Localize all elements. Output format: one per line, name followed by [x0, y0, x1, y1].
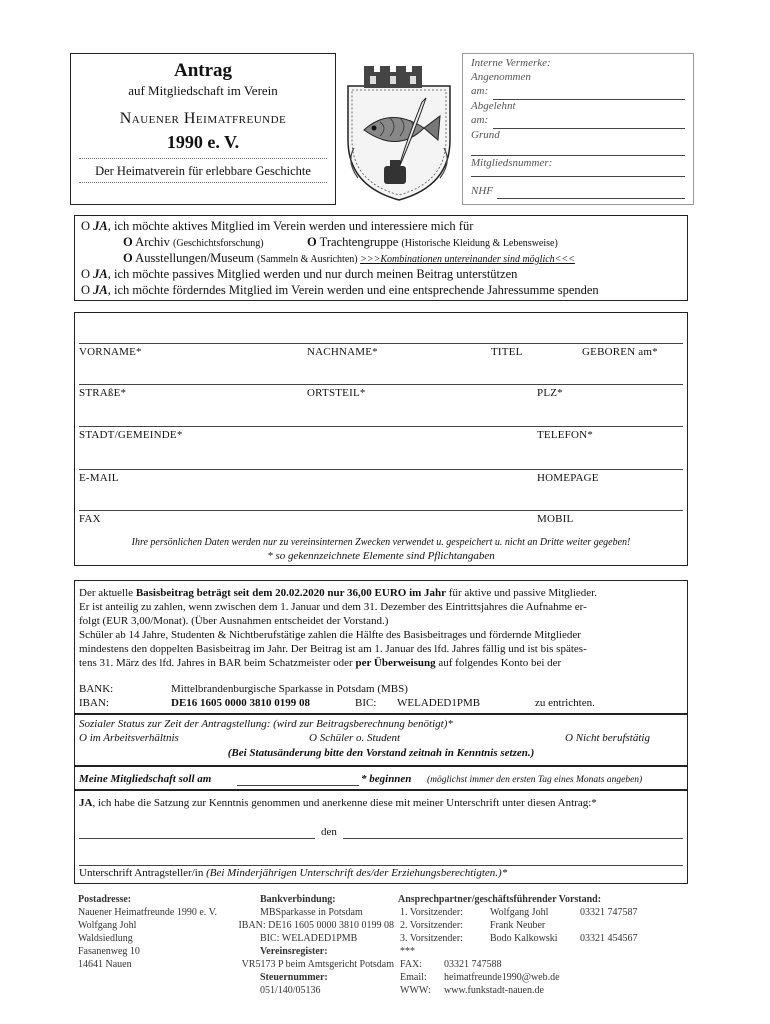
start-date-hint: (möglichst immer den ersten Tag eines Monats angeben) — [427, 775, 643, 785]
privacy-note: Ihre persönlichen Daten werden nur zu vereinsinternen Zwecken verwendet u. gespeichert u. nicht an Dritte weiter gegeben! — [131, 537, 631, 548]
contact-role-3: 3. Vorsitzender: — [400, 933, 463, 944]
tax-number-line: 051/140/05136 — [260, 985, 321, 996]
start-date-label-suffix: * beginnen — [361, 773, 412, 785]
zip-label: PLZ* — [537, 387, 563, 399]
postal-line-4: Fasanenweg 10 — [78, 946, 140, 957]
address-row-field[interactable] — [79, 384, 683, 385]
combination-note: >>>Kombinationen untereinander sind möglich<<< — [360, 254, 575, 265]
iban-label: IBAN: — [79, 697, 109, 709]
personal-data-box — [74, 312, 688, 566]
nhf-field[interactable] — [497, 198, 685, 199]
rejected-date-label: am: — [471, 114, 489, 126]
www-link[interactable]: www.funkstadt-nauen.de — [444, 985, 544, 996]
iban-value: DE16 1605 0000 3810 0199 08 — [171, 697, 311, 709]
status-employed[interactable]: O im Arbeitsverhältnis — [79, 732, 179, 744]
start-date-label: Meine Mitgliedschaft soll am — [79, 773, 212, 785]
fees-paragraph-4: Schüler ab 14 Jahre, Studenten & Nichtberufstätige zahlen die Hälfte des Basisbeitrages und fördernde Mitglieder — [79, 629, 581, 641]
status-box — [74, 714, 688, 766]
signature-date-label: den — [321, 826, 337, 838]
bank-line-2: IBAN: DE16 1605 0000 3810 0199 08 — [238, 920, 394, 931]
street-label: STRAßE* — [79, 387, 127, 399]
contacts-separator: *** — [400, 946, 415, 957]
email-row-field[interactable] — [79, 469, 683, 470]
coat-of-arms-logo — [340, 58, 458, 204]
register-line: VR5173 P beim Amtsgericht Potsdam — [241, 959, 394, 970]
signature-box — [74, 790, 688, 884]
name-row-field[interactable] — [79, 343, 683, 344]
internal-notes-title: Interne Vermerke: — [471, 57, 551, 69]
city-label: STADT/GEMEINDE* — [79, 429, 183, 441]
member-number-field[interactable] — [471, 176, 685, 177]
lastname-label: NACHNAME* — [307, 346, 378, 358]
fees-paragraph-3: folgt (EUR 3,00/Monat). (Über Ausnahmen entscheidet der Vorstand.) — [79, 615, 389, 627]
payment-suffix: zu entrichten. — [535, 697, 595, 709]
reason-field[interactable] — [471, 155, 685, 156]
rejected-label: Abgelehnt — [471, 100, 516, 112]
bank-line-1: MBSparkasse in Potsdam — [260, 907, 363, 918]
rejected-date-field[interactable] — [493, 128, 685, 129]
homepage-label: HOMEPAGE — [537, 472, 599, 484]
start-date-box — [74, 766, 688, 790]
contact-name-2: Frank Neuber — [490, 920, 546, 931]
bic-value: WELADED1PMB — [397, 697, 481, 709]
org-name: Nauener Heimatfreunde — [119, 110, 287, 127]
phone-label: TELEFON* — [537, 429, 593, 441]
contact-role-2: 2. Vorsitzender: — [400, 920, 463, 931]
footer — [74, 894, 694, 1004]
option-passive-member[interactable]: O JA, ich möchte passives Mitglied werden und nur durch meinen Beitrag unterstützen — [81, 267, 518, 281]
status-unemployed[interactable]: O Nicht berufstätig — [565, 732, 650, 744]
fax-number: 03321 747588 — [444, 959, 502, 970]
register-title: Vereinsregister: — [260, 946, 328, 957]
fees-paragraph-1: Der aktuelle Basisbeitrag beträgt seit dem 20.02.2020 nur 36,00 EURO im Jahr für aktive und passive Mitglieder. — [79, 587, 597, 599]
contact-phone-3: 03321 454567 — [580, 933, 638, 944]
bank-value: Mittelbrandenburgische Sparkasse in Potsdam (MBS) — [171, 683, 408, 695]
mobile-label: MOBIL — [537, 513, 574, 525]
option-supporting-member[interactable]: O JA, ich möchte förderndes Mitglied im Verein werden und eine entsprechende Jahressumme spenden — [81, 283, 599, 297]
title-label: TITEL — [491, 346, 523, 358]
postal-line-3: Waldsiedlung — [78, 933, 133, 944]
title-box — [70, 53, 336, 205]
email-link[interactable]: heimatfreunde1990@web.de — [444, 972, 560, 983]
postal-line-5: 14641 Nauen — [78, 959, 132, 970]
fees-paragraph-5: mindestens den doppelten Basisbeitrag im Jahr. Der Beitrag ist am 1. Januar des lfd. Jahres fällig und ist bis spätes- — [79, 643, 587, 655]
status-title: Sozialer Status zur Zeit der Antragstellung: (wird zur Beitragsberechnung benötigt)* — [79, 718, 453, 730]
postal-line-1: Nauener Heimatfreunde 1990 e. V. — [78, 907, 218, 918]
contact-name-3: Bodo Kalkowski — [490, 933, 558, 944]
coat-of-arms-icon — [340, 58, 458, 204]
accepted-date-field[interactable] — [493, 99, 685, 100]
fax-label: FAX — [79, 513, 101, 525]
nhf-label: NHF — [471, 185, 493, 197]
signature-place-field[interactable] — [79, 838, 315, 839]
option-archiv[interactable]: O Archiv (Geschichtsforschung) — [123, 235, 264, 249]
postal-line-2: Wolfgang Johl — [78, 920, 137, 931]
org-tagline: Der Heimatverein für erlebbare Geschichte — [95, 164, 311, 178]
member-number-label: Mitgliedsnummer: — [471, 157, 553, 169]
statute-acknowledgement: JA, ich habe die Satzung zur Kenntnis genommen und anerkenne diese mit meiner Unterschrift unter diesen Antrag:* — [79, 797, 597, 809]
option-active-member[interactable]: O JA, ich möchte aktives Mitglied im Verein werden und interessiere mich für — [81, 219, 474, 233]
required-note: * so gekennzeichnete Elemente sind Pflichtangaben — [267, 550, 495, 562]
bank-title: Bankverbindung: — [260, 894, 336, 905]
postal-address-title: Postadresse: — [78, 894, 132, 905]
option-ausstellungen[interactable]: O Ausstellungen/Museum (Sammeln & Ausrichten) >>>Kombinationen untereinander sind möglich<<< — [123, 251, 575, 265]
signature-caption: Unterschrift Antragsteller/in (Bei Minderjährigen Unterschrift des/der Erziehungsberechtigten.)* — [79, 867, 508, 879]
reason-label: Grund — [471, 129, 500, 141]
email-label: E-MAIL — [79, 472, 119, 484]
org-year: 1990 e. V. — [166, 132, 240, 152]
fax-row-field[interactable] — [79, 510, 683, 511]
birthdate-label: GEBOREN am* — [582, 346, 658, 358]
contact-name-1: Wolfgang Johl — [490, 907, 549, 918]
status-note: (Bei Statusänderung bitte den Vorstand zeitnah in Kenntnis setzen.) — [227, 747, 535, 759]
city-row-field[interactable] — [79, 426, 683, 427]
www-title: WWW: — [400, 985, 431, 996]
accepted-label: Angenommen — [471, 71, 531, 83]
contact-role-1: 1. Vorsitzender: — [400, 907, 463, 918]
signature-field[interactable] — [79, 865, 683, 866]
fees-paragraph-2: Er ist anteilig zu zahlen, wenn zwischen dem 1. Januar und dem 31. Dezember des Eintrittsjahres die Aufnahme er- — [79, 601, 587, 613]
option-trachtengruppe[interactable]: O Trachtengruppe (Historische Kleidung & Lebensweise) — [307, 235, 558, 249]
tax-number-title: Steuernummer: — [260, 972, 328, 983]
contact-phone-1: 03321 747587 — [580, 907, 638, 918]
district-label: ORTSTEIL* — [307, 387, 366, 399]
status-student[interactable]: O Schüler o. Student — [309, 732, 401, 744]
fees-box — [74, 580, 688, 714]
start-date-field[interactable] — [237, 785, 359, 786]
bic-label: BIC: — [355, 697, 377, 709]
form-subtitle: auf Mitgliedschaft im Verein — [128, 83, 278, 98]
bank-line-3: BIC: WELADED1PMB — [260, 933, 358, 944]
contacts-title: Ansprechpartner/geschäftsführender Vorstand: — [398, 894, 602, 905]
firstname-label: VORNAME* — [79, 346, 142, 358]
signature-date-field[interactable] — [343, 838, 683, 839]
form-title: Antrag — [173, 60, 233, 81]
membership-type-box — [74, 215, 688, 301]
bank-label: BANK: — [79, 683, 114, 695]
internal-notes-box — [462, 53, 694, 205]
accepted-date-label: am: — [471, 85, 489, 97]
email-title: Email: — [400, 972, 427, 983]
fax-title: FAX: — [400, 959, 423, 970]
fees-paragraph-6: tens 31. März des lfd. Jahres in BAR beim Schatzmeister oder per Überweisung auf folgendes Konto bei der — [79, 657, 562, 669]
